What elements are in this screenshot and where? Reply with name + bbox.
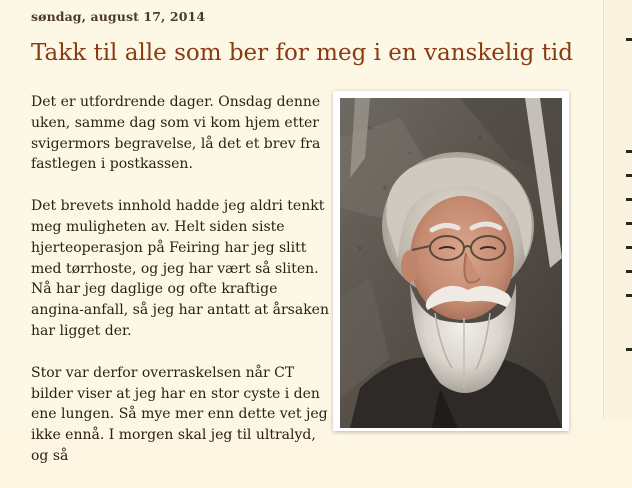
post-title[interactable]: Takk til alle som ber for meg i en vanskelig tid [31,40,573,66]
post-date-header: søndag, august 17, 2014 [31,9,206,24]
post-photo-frame[interactable] [333,91,569,431]
post-paragraph: Det er utfordrende dager. Onsdag denne uken, samme dag som vi kom hjem etter svigermors begravelse, lå det et brev fra fastlegen i postkassen. [31,94,321,173]
author-portrait-photo[interactable] [340,98,562,428]
post-paragraph: Stor var derfor overraskelsen når CT bilder viser at jeg har en stor cyste i den ene lungen. Så mye mer enn dette vet jeg ikke ennå. I morgen skal jeg til ultralyd, og så [31,364,328,464]
sidebar-edge-marks [626,0,632,419]
post-body [31,92,331,488]
post-paragraph: Det brevets innhold hadde jeg aldri tenkt meg muligheten av. Helt siden siste hjerteoperasjon på Feiring har jeg slitt med tørrhoste, og jeg har vært så sliten. Nå har jeg daglige og ofte kraftige angina-anfall, så jeg har antatt at årsaken har ligget der. [31,198,329,339]
